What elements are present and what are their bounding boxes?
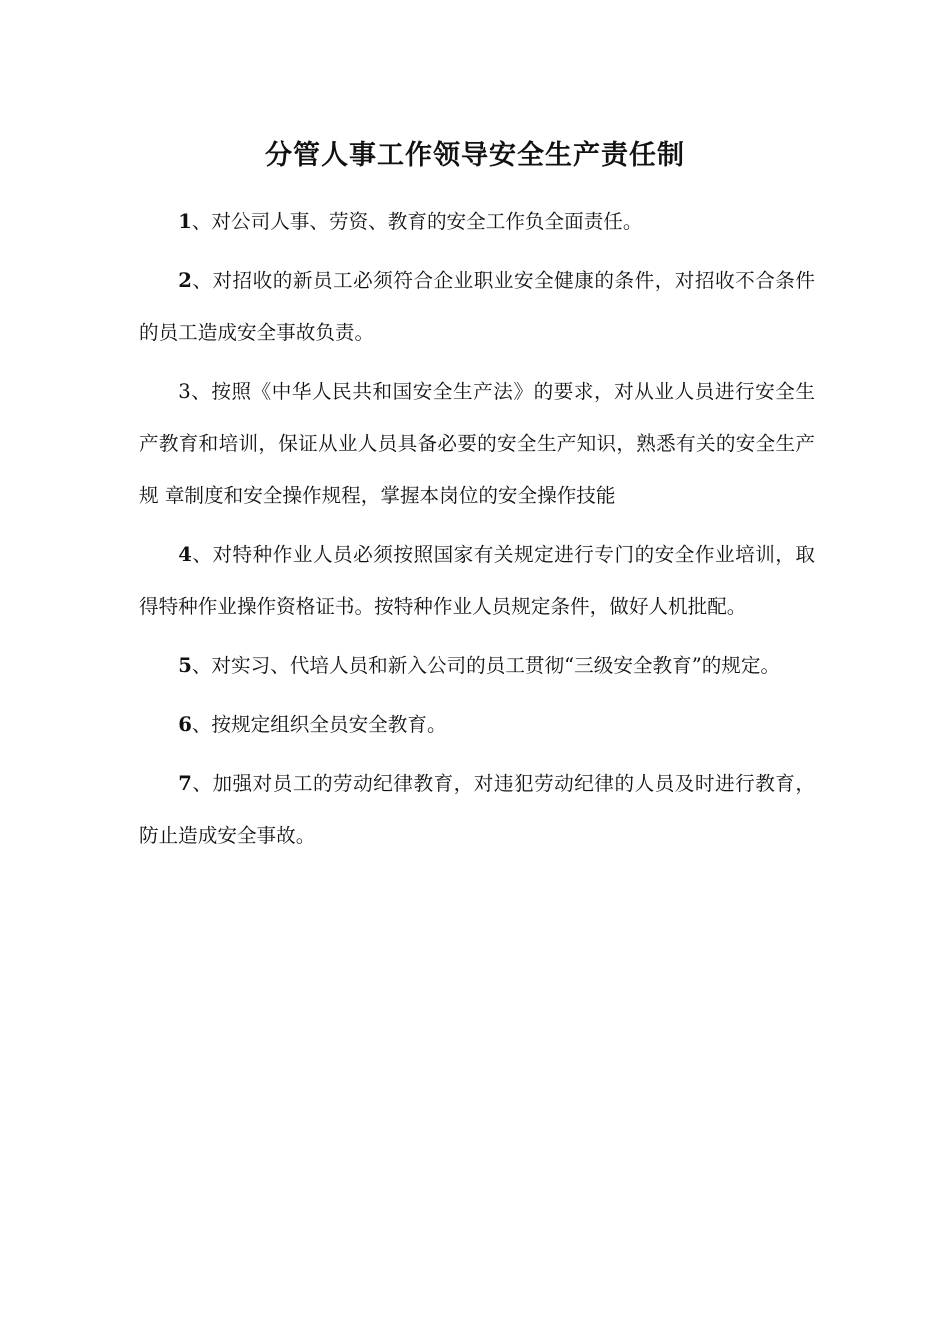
paragraph-number: 6 [178,713,192,736]
paragraph-number: 7 [178,772,192,795]
paragraph-1 [139,196,815,248]
paragraph-text: 、对公司人事、劳资、教育的安全工作负全面责任。 [191,210,643,233]
paragraph-number: 4 [178,543,192,566]
paragraph-text: 、加强对员工的劳动纪律教育，对违犯劳动纪律的人员及时进行教育， 防止造成安全事故。 [139,772,815,847]
document-title: 分管人事工作领导安全生产责任制 [265,140,685,171]
paragraph-number: 2 [178,269,192,292]
paragraph-4 [139,529,815,633]
paragraph-7 [139,758,815,862]
paragraph-text: 、对招收的新员工必须符合企业职业安全健康的条件，对招收不合条件 的员工造成安全事故负责。 [139,269,815,344]
document-body [139,196,815,869]
paragraph-text: 、对实习、代培人员和新入公司的员工贯彻“三级安全教育”的规定。 [191,654,781,677]
paragraph-2 [139,255,815,359]
paragraph-text: 、按规定组织全员安全教育。 [191,713,447,736]
paragraph-6 [139,699,815,751]
paragraph-number: 5 [178,654,192,677]
paragraph-3 [139,366,815,522]
paragraph-text: 、对特种作业人员必须按照国家有关规定进行专门的安全作业培训，取 得特种作业操作资格证书。按特种作业人员规定条件，做好人机批配。 [139,543,815,618]
paragraph-text: 、按照《中华人民共和国安全生产法》的要求，对从业人员进行安全生 产教育和培训，保证从业人员具备必要的安全生产知识，熟悉有关的安全生产规 章制度和安全操作规程，掌握本岗位的安全操作技能 [139,380,815,507]
paragraph-number: 3 [178,380,191,403]
paragraph-number: 1 [178,210,192,233]
paragraph-5 [139,640,815,692]
